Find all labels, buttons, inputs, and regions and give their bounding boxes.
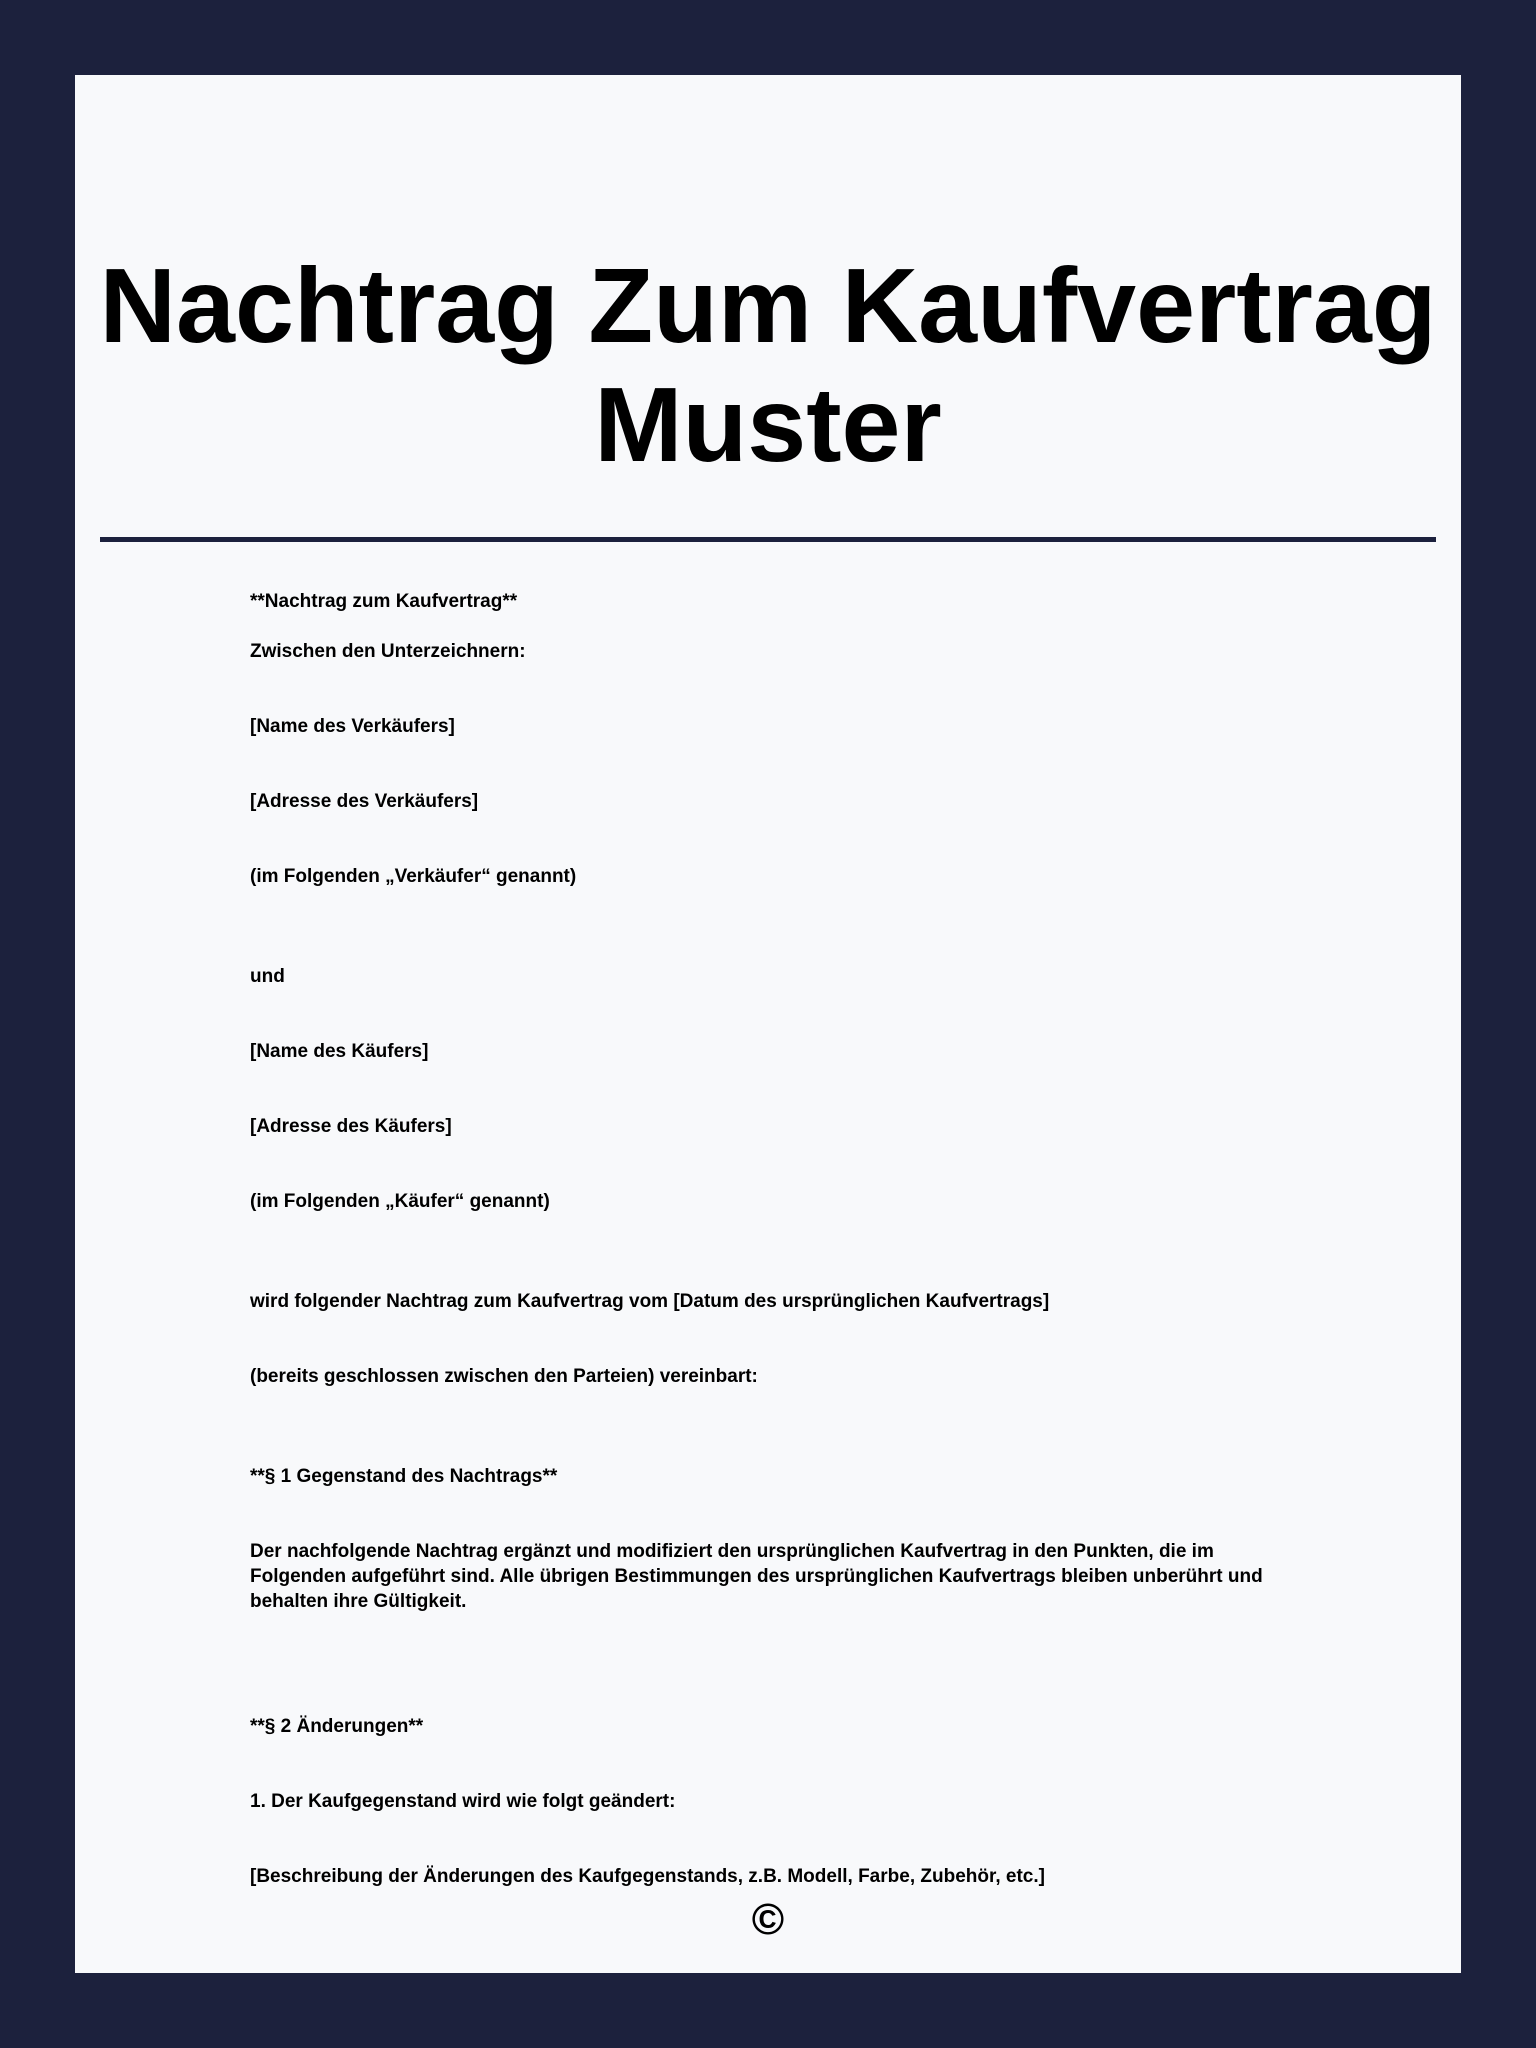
section-2-item-1: 1. Der Kaufgegenstand wird wie folgt geändert: <box>250 1791 676 1812</box>
parties-intro: Zwischen den Unterzeichnern: <box>250 641 526 662</box>
document-page <box>75 75 1461 1973</box>
agreement-statement: wird folgender Nachtrag zum Kaufvertrag vom [Datum des ursprünglichen Kaufvertrags] <box>250 1291 1050 1312</box>
buyer-name-placeholder: [Name des Käufers] <box>250 1041 429 1062</box>
contract-heading: **Nachtrag zum Kaufvertrag** <box>250 591 518 612</box>
section-1-body: Der nachfolgende Nachtrag ergänzt und modifiziert den ursprünglichen Kaufvertrag in den Punkten, die im Folgenden aufgeführt sind. Alle übrigen Bestimmungen des ursprünglichen Kaufvertrags bleiben unberührt und behalten ihre Gültigkeit. <box>250 1541 1268 1612</box>
buyer-designation: (im Folgenden „Käufer“ genannt) <box>250 1191 550 1212</box>
seller-designation: (im Folgenden „Verkäufer“ genannt) <box>250 866 577 887</box>
agreement-statement-continued: (bereits geschlossen zwischen den Parteien) vereinbart: <box>250 1366 758 1387</box>
section-1-heading: **§ 1 Gegenstand des Nachtrags** <box>250 1466 558 1487</box>
document-title: Nachtrag Zum Kaufvertrag Muster <box>99 247 1437 484</box>
buyer-address-placeholder: [Adresse des Käufers] <box>250 1116 452 1137</box>
seller-name-placeholder: [Name des Verkäufers] <box>250 716 455 737</box>
parties-conjunction: und <box>250 966 285 987</box>
change-description-placeholder: [Beschreibung der Änderungen des Kaufgegenstands, z.B. Modell, Farbe, Zubehör, etc.] <box>250 1866 1045 1887</box>
section-2-heading: **§ 2 Änderungen** <box>250 1716 424 1737</box>
seller-address-placeholder: [Adresse des Verkäufers] <box>250 791 479 812</box>
title-divider <box>100 537 1436 542</box>
copyright-icon: © <box>751 1895 785 1944</box>
